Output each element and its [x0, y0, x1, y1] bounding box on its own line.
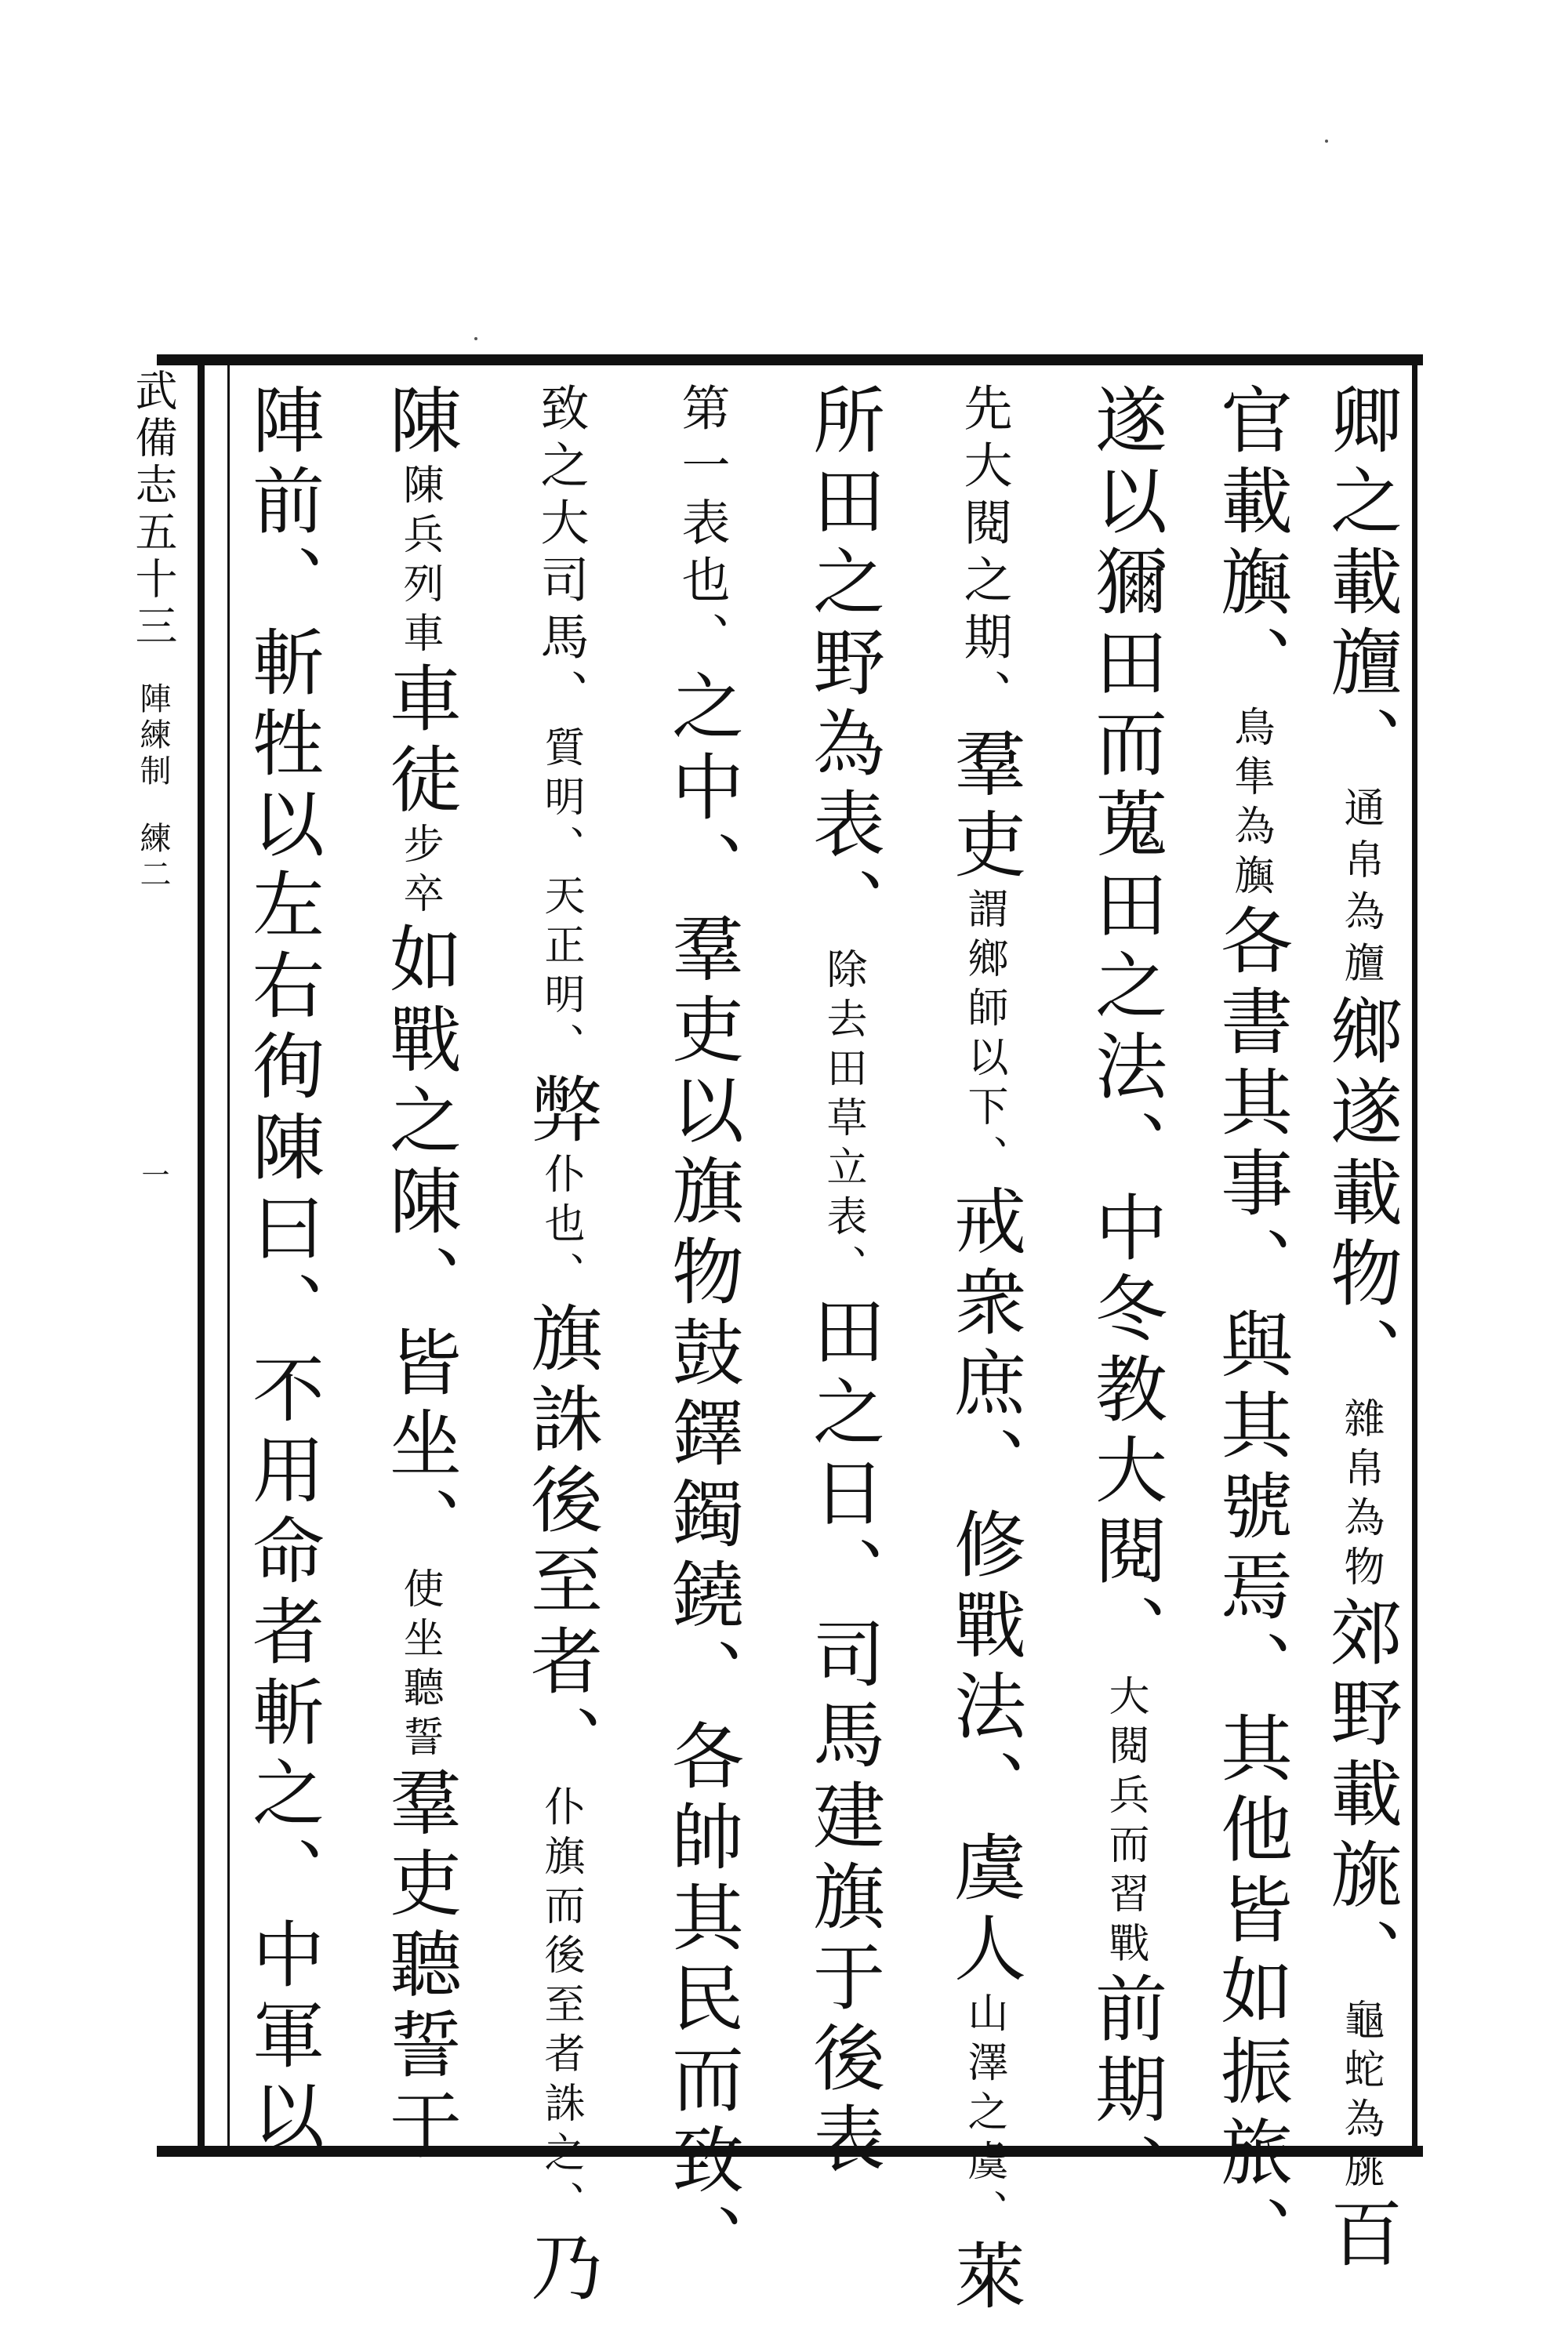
main-text: 乃 — [519, 2230, 603, 2310]
main-text: 各書其事、與其號焉、其他皆如振旅、 — [1209, 903, 1293, 2276]
text-column-7 — [517, 383, 604, 2310]
folio-leaf: 練二 — [135, 822, 171, 894]
annotation: 雜帛為物 — [1337, 1397, 1384, 1595]
annotation: 第一表也、 — [673, 383, 731, 669]
annotation: 質明、天正明、 — [537, 726, 584, 1072]
annotation: 仆也、 — [537, 1152, 584, 1301]
main-text: 田之日、司馬建旗于後表 — [801, 1294, 885, 2182]
text-column-4 — [941, 383, 1027, 2319]
main-text: 郊野載旐、 — [1319, 1595, 1403, 1998]
text-column-3 — [1082, 383, 1168, 2213]
text-column-2 — [1207, 383, 1294, 2276]
main-text: 卿之載旜、 — [1319, 383, 1403, 786]
annotation: 通帛為旜 — [1337, 786, 1384, 993]
frame-right-rule — [1412, 357, 1417, 2152]
annotation: 仆旗而後至者誅之、 — [537, 1785, 584, 2230]
annotation: 除去田草立表、 — [819, 948, 866, 1294]
main-text: 陣前、斬牲以左右徇陳曰、不用命者斬之、中軍以 — [241, 383, 325, 2159]
main-text: 前期、 — [1083, 1971, 1167, 2213]
annotation: 謂鄉師以下、 — [960, 887, 1007, 1184]
frame-left-inner-rule — [227, 357, 230, 2152]
annotation: 龜蛇為旐 — [1337, 1998, 1384, 2196]
text-column-8 — [376, 383, 463, 2169]
annotation: 大閱兵而習戰 — [1102, 1675, 1149, 1971]
main-text: 之中、羣吏以旗物鼓鐸鐲鐃、各帥其民而致、 — [660, 669, 744, 2284]
main-text: 戒衆庶、修戰法、虞人 — [942, 1184, 1026, 1991]
main-text: 陳 — [378, 383, 462, 463]
text-column-6 — [659, 383, 745, 2284]
main-text: 車徒 — [378, 661, 462, 822]
annotation: 使坐聽誓 — [396, 1567, 443, 1765]
text-column-5 — [800, 383, 886, 2182]
main-text: 遂以獮田而蒐田之法、中冬教大閱、 — [1083, 383, 1167, 1675]
main-text: 如戰之陳、皆坐、 — [378, 921, 462, 1567]
main-text: 羣吏聽誓于 — [378, 1765, 462, 2169]
main-text: 鄉遂載物、 — [1319, 993, 1403, 1397]
annotation: 先大閱之期、 — [956, 383, 1013, 726]
main-text: 所田之野為表、 — [801, 383, 885, 948]
main-text: 旗誅後至者、 — [519, 1301, 603, 1785]
annotation: 步卒 — [396, 822, 443, 921]
main-text: 百 — [1319, 2196, 1403, 2277]
annotation: 山澤之虞、 — [960, 1991, 1007, 2238]
text-column-1 — [1317, 383, 1403, 2277]
ink-speck — [474, 337, 477, 340]
main-text: 萊 — [942, 2238, 1026, 2319]
annotation: 鳥隼為旟 — [1227, 706, 1274, 903]
folio-page-number: 一 — [137, 1160, 169, 1193]
frame-top-rule — [157, 354, 1423, 365]
main-text: 弊 — [519, 1072, 603, 1152]
folio-section: 陣練制 — [135, 682, 171, 790]
text-column-9 — [239, 383, 325, 2159]
ink-speck — [1325, 140, 1328, 143]
main-text: 羣吏 — [942, 726, 1026, 887]
folio-title: 武備志五十三 — [129, 368, 178, 651]
annotation: 致之大司馬、 — [532, 383, 590, 726]
main-text: 官載旟、 — [1209, 383, 1293, 706]
folio-margin — [118, 368, 188, 2125]
frame-left-rule — [198, 357, 205, 2152]
annotation: 陳兵列車 — [396, 463, 443, 661]
